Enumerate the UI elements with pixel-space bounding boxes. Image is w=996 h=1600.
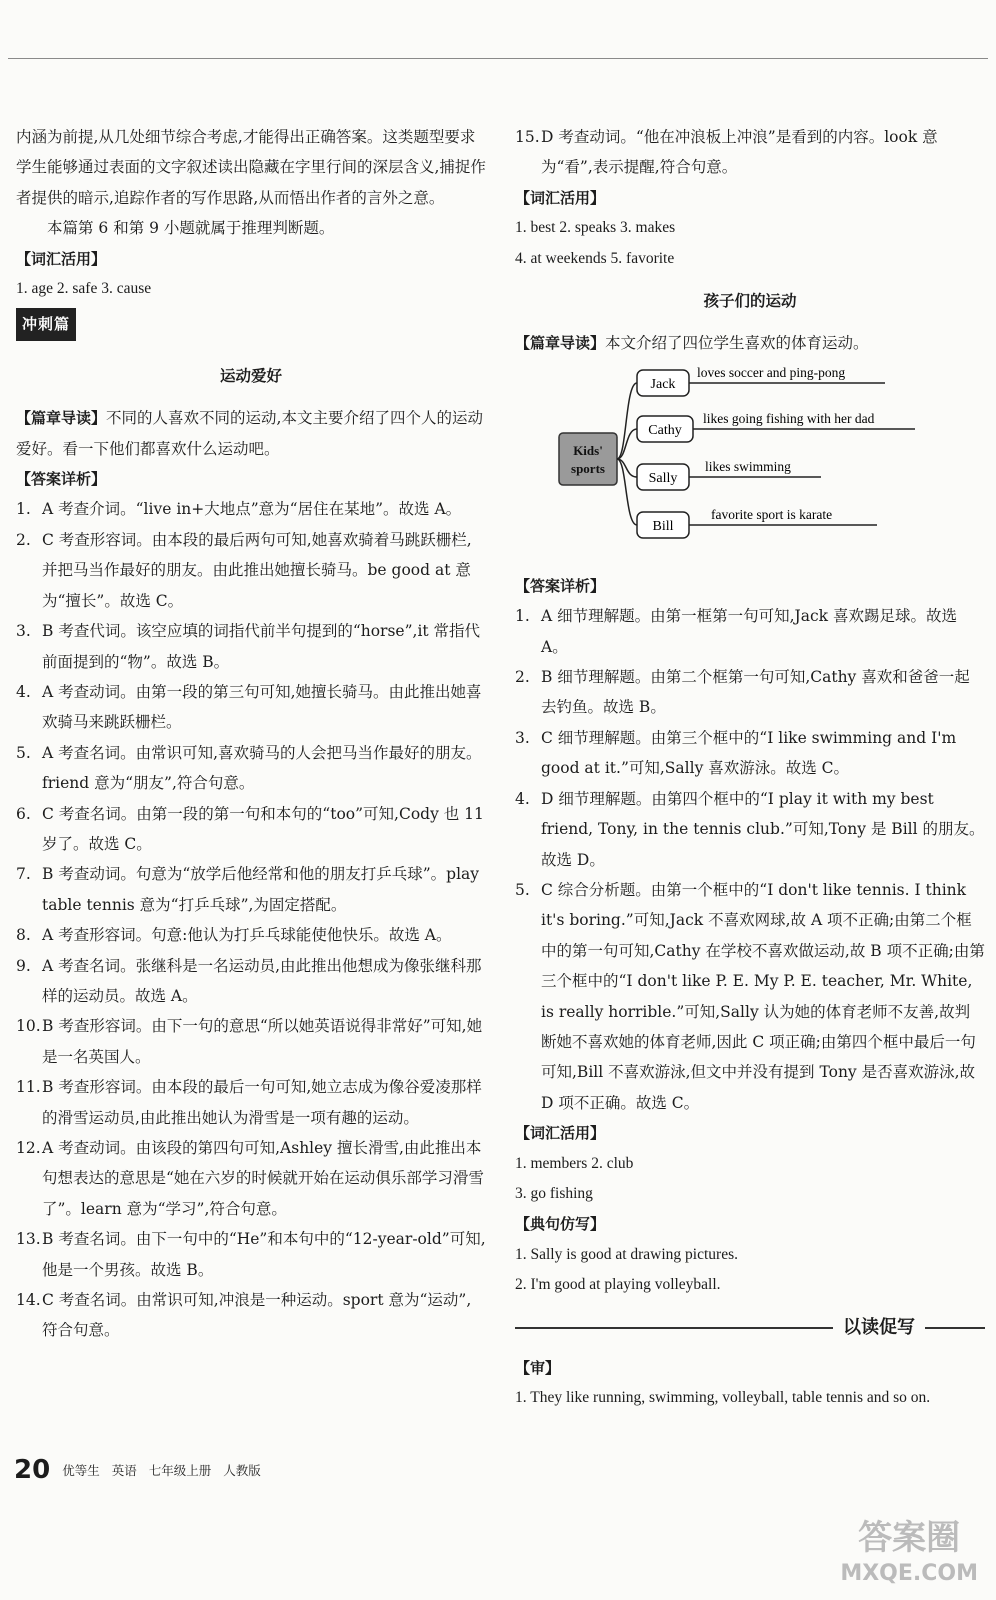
answer-item xyxy=(515,122,985,183)
article-title: 孩子们的运动 xyxy=(703,292,797,311)
vocab-heading: 【词汇活用】 xyxy=(16,249,107,268)
answer-text: B 考查形容词。由下一句的意思“所以她英语说得非常好”可知,她是一名英国人。 xyxy=(42,1017,483,1066)
answer-text: A 考查形容词。句意:他认为打乒乓球能使他快乐。故选 A。 xyxy=(42,926,452,945)
mind-map-svg xyxy=(515,365,985,565)
intro-paragraph: 内涵为前提,从几处细节综合考虑,才能得出正确答案。这类题型要求学生能够通过表面的文字叙述读出隐藏在字里行间的深层含义,捕捉作者提供的暗示,追踪作者的写作思路,从而悟出作者的言外之意。 xyxy=(16,128,486,207)
answer-item xyxy=(16,525,486,616)
answer-text: C 考查形容词。由本段的最后两句可知,她喜欢骑着马跳跃栅栏,并把马当作最好的朋友。由此推出她擅长骑马。be good at 意为“擅长”。故选 C。 xyxy=(42,530,472,610)
section-badge: 冲刺篇 xyxy=(16,308,76,340)
vocab-line: 3. go fishing xyxy=(515,1184,593,1202)
page-number: 20 xyxy=(14,1455,51,1485)
answer-number: 8. xyxy=(16,926,31,945)
page-footer xyxy=(14,1455,261,1485)
imitation-heading: 【典句仿写】 xyxy=(515,1215,606,1234)
mind-map-center-label-1: Kids' xyxy=(573,442,603,458)
answer-number: 10. xyxy=(16,1017,41,1036)
answer-item xyxy=(16,1133,486,1224)
guide-paragraph xyxy=(16,403,486,464)
answer-number: 7. xyxy=(16,865,31,884)
branch-desc-sally: likes swimming xyxy=(705,458,791,474)
answer-number: 2. xyxy=(515,668,530,687)
answer-number: 3. xyxy=(515,728,530,747)
footer-series: 优等生 xyxy=(62,1463,100,1478)
answer-text: C 综合分析题。由第一个框中的“I don't like tennis. I think it's boring.”可知,Jack 不喜欢网球,故 A 项不正确;由第二个框中的第一句可知,Cathy 在学校不喜欢做运动,故 B 项不正确;由第三个框中的“I don't like P. E. My P. E. teacher, Mr. White, is really horrible.”可知,Sally 认为她的体育老师不友善,故判断她不喜欢她的体育老师,因此 C 项正确;由第四个框中最后一句可知,Bill 不喜欢游泳,但文中并没有提到 Tony 是否喜欢游泳,故 D 项不正确。故选 C。 xyxy=(541,880,985,1112)
answer-text: D 考查动词。“他在冲浪板上冲浪”是看到的内容。look 意为“看”,表示提醒,符合句意。 xyxy=(541,128,938,177)
answer-item xyxy=(515,875,985,1118)
guide-text: 不同的人喜欢不同的运动,本文主要介绍了四个人的运动爱好。看一下他们都喜欢什么运动吧。 xyxy=(16,409,483,458)
answer-item xyxy=(16,1072,486,1133)
footer-subject: 英语 xyxy=(111,1463,137,1478)
watermark-line-1: 答案圈 xyxy=(858,1518,961,1558)
mind-map-center-label-2: sports xyxy=(571,460,605,476)
answer-item xyxy=(16,951,486,1012)
answer-number: 15. xyxy=(515,128,540,146)
article-title: 运动爱好 xyxy=(219,366,282,385)
answer-number: 14. xyxy=(16,1291,41,1310)
answer-text: B 考查动词。句意为“放学后他经常和他的朋友打乒乓球”。play table tennis 意为“打乒乓球”,为固定搭配。 xyxy=(42,865,480,914)
answer-item xyxy=(515,723,985,784)
answer-item xyxy=(16,1285,486,1346)
answer-number: 1. xyxy=(16,500,31,519)
answer-number: 4. xyxy=(16,682,31,701)
footer-edition: 人教版 xyxy=(223,1463,261,1478)
branch-name-bill: Bill xyxy=(652,518,674,534)
watermark-line-2: MXQE.COM xyxy=(840,1561,978,1586)
answer-item xyxy=(515,601,985,662)
answer-text: A 考查名词。张继科是一名运动员,由此推出他想成为像张继科那样的运动员。故选 A。 xyxy=(42,956,482,1005)
right-column xyxy=(515,122,985,1414)
answer-text: A 考查动词。由该段的第四句可知,Ashley 擅长滑雪,由此推出本句想表达的意思是“她在六岁的时候就开始在运动俱乐部学习滑雪了”。learn 意为“学习”,符合句意。 xyxy=(42,1139,484,1218)
answer-number: 11. xyxy=(16,1078,41,1097)
answer-item xyxy=(16,677,486,738)
answer-number: 2. xyxy=(16,530,31,549)
answer-number: 3. xyxy=(16,622,31,641)
vocab-heading-2: 【词汇活用】 xyxy=(515,1124,606,1143)
answer-number: 13. xyxy=(16,1230,41,1249)
answer-text: B 考查代词。该空应填的词指代前半句提到的“horse”,it 常指代前面提到的“物”。故选 B。 xyxy=(42,622,481,671)
vocab-line: 1. best 2. speaks 3. makes xyxy=(515,219,676,237)
top-rule xyxy=(8,58,988,59)
watermark xyxy=(840,1520,978,1592)
answer-item xyxy=(515,662,985,723)
answer-number: 9. xyxy=(16,956,31,975)
branch-desc-cathy: likes going fishing with her dad xyxy=(703,410,875,426)
answer-text: C 考查名词。由常识可知,冲浪是一种运动。sport 意为“运动”,符合句意。 xyxy=(42,1291,472,1340)
section-banner xyxy=(515,1313,985,1343)
answer-item xyxy=(16,920,486,950)
imitation-line: 1. Sally is good at drawing pictures. xyxy=(515,1245,738,1263)
answer-item xyxy=(16,859,486,920)
answer-item xyxy=(16,799,486,860)
answer-item xyxy=(16,494,486,524)
answer-number: 6. xyxy=(16,804,31,823)
banner-rule-right xyxy=(925,1327,985,1329)
guide-text: 本文介绍了四位学生喜欢的体育运动。 xyxy=(605,334,869,353)
answer-text: C 考查名词。由第一段的第一句和本句的“too”可知,Cody 也 11 岁了。故选 C。 xyxy=(42,804,484,853)
answer-text: D 细节理解题。由第四个框中的“I play it with my best friend, Tony, in the tennis club.”可知,Tony 是 Bill 的朋友。故选 D。 xyxy=(541,789,985,869)
answer-text: B 细节理解题。由第二个框第一句可知,Cathy 喜欢和爸爸一起去钓鱼。故选 B。 xyxy=(541,668,970,717)
vocab-heading: 【词汇活用】 xyxy=(515,188,606,207)
answer-text: A 考查介词。“live in+大地点”意为“居住在某地”。故选 A。 xyxy=(42,500,462,519)
footer-grade: 七年级上册 xyxy=(148,1463,212,1478)
answer-item xyxy=(16,1224,486,1285)
review-heading: 【审】 xyxy=(515,1359,561,1377)
mind-map xyxy=(515,365,985,565)
answer-text: B 考查名词。由下一句中的“He”和本句中的“12-year-old”可知,他是一个男孩。故选 B。 xyxy=(42,1230,486,1279)
banner-title: 以读促写 xyxy=(843,1316,915,1338)
guide-heading: 【篇章导读】 xyxy=(515,334,606,353)
answer-number: 5. xyxy=(16,743,31,762)
left-column xyxy=(16,122,486,1346)
answer-item xyxy=(515,784,985,875)
mind-map-center-box xyxy=(559,433,617,485)
vocab-line: 4. at weekends 5. favorite xyxy=(515,249,675,267)
branch-desc-bill: favorite sport is karate xyxy=(711,506,833,522)
branch-name-jack: Jack xyxy=(650,376,676,392)
branch-desc-jack: loves soccer and ping-pong xyxy=(697,364,846,380)
banner-rule-left xyxy=(515,1327,833,1329)
answer-item xyxy=(16,738,486,799)
answers-heading: 【答案详析】 xyxy=(515,576,606,595)
answer-text: B 考查形容词。由本段的最后一句可知,她立志成为像谷爱凌那样的滑雪运动员,由此推出她认为滑雪是一项有趣的运动。 xyxy=(42,1078,482,1127)
answer-text: C 细节理解题。由第三个框中的“I like swimming and I'm good at it.”可知,Sally 喜欢游泳。故选 C。 xyxy=(541,728,957,778)
branch-name-cathy: Cathy xyxy=(648,422,682,438)
answer-text: A 考查名词。由常识可知,喜欢骑马的人会把马当作最好的朋友。friend 意为“朋友”,符合句意。 xyxy=(42,743,482,793)
vocab-answers: 1. age 2. safe 3. cause xyxy=(16,280,152,298)
vocab-line: 1. members 2. club xyxy=(515,1154,634,1172)
guide-paragraph xyxy=(515,328,985,358)
answer-text: A 细节理解题。由第一框第一句可知,Jack 喜欢踢足球。故选 A。 xyxy=(541,607,958,656)
answer-number: 1. xyxy=(515,607,530,626)
mind-map-connector xyxy=(617,383,637,459)
guide-heading: 【篇章导读】 xyxy=(16,409,107,428)
answer-item xyxy=(16,616,486,677)
answer-number: 5. xyxy=(515,880,530,899)
answers-heading: 【答案详析】 xyxy=(16,470,107,489)
note-paragraph: 本篇第 6 和第 9 小题就属于推理判断题。 xyxy=(47,219,335,238)
answer-item xyxy=(16,1011,486,1072)
answer-number: 12. xyxy=(16,1139,41,1157)
review-line: 1. They like running, swimming, volleyball, table tennis and so on. xyxy=(515,1389,931,1407)
answer-number: 4. xyxy=(515,789,530,808)
imitation-line: 2. I'm good at playing volleyball. xyxy=(515,1276,721,1294)
branch-name-sally: Sally xyxy=(648,470,678,486)
answer-text: A 考查动词。由第一段的第三句可知,她擅长骑马。由此推出她喜欢骑马来跳跃栅栏。 xyxy=(42,682,482,732)
